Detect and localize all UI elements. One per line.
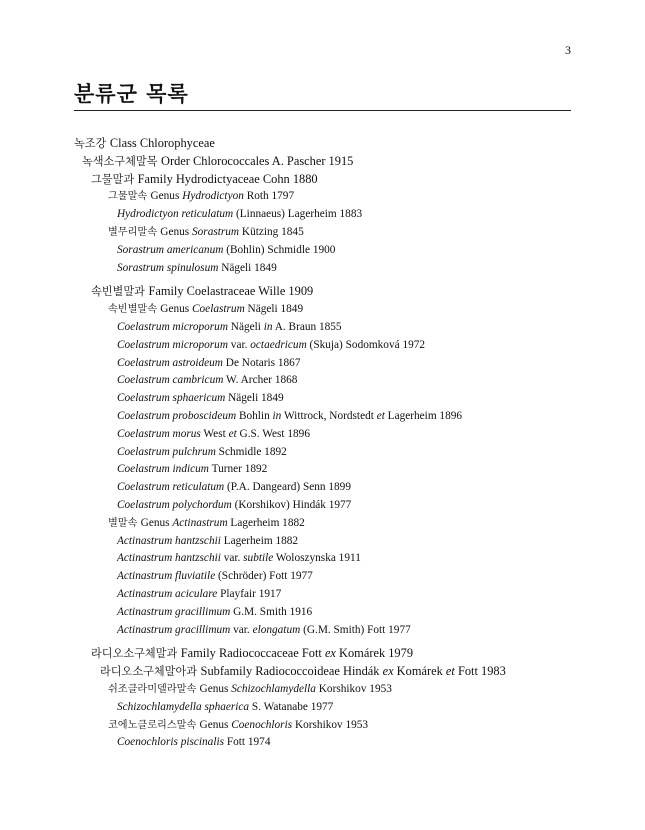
taxon-entry-species [0,622,645,640]
taxon-entry-genus [0,188,645,206]
taxon-entry-species [0,533,645,551]
taxon-entry-family [0,645,645,663]
text-segment: var. [227,338,251,351]
text-segment: Komárek 1979 [335,646,414,661]
taxon-entry-species [0,734,645,752]
text-segment: Nägeli 1849 [218,261,277,274]
text-segment: (P.A. Dangeard) Senn 1899 [224,481,351,494]
taxon-entry-species [0,699,645,717]
text-segment: Class Chlorophyceae [109,136,215,150]
taxon-entry-subfam [0,663,645,681]
text-segment: De Notaris 1867 [222,356,301,369]
taxon-entry-species [0,461,645,479]
italic-text: Coelastrum microporum [117,320,228,333]
text-segment: Family Hydrodictyaceae Cohn 1880 [137,171,318,186]
italic-text: Coelastrum microporum [117,338,228,351]
italic-text: Schizochlamydella sphaerica [117,700,250,713]
italic-text: Coelastrum pulchrum [117,445,216,458]
italic-text: Coelastrum morus [117,427,201,440]
taxon-entry-species [0,319,645,337]
text-segment: Genus [199,682,232,695]
page-title: 분류군 목록 [74,78,571,111]
taxon-entry-species [0,444,645,462]
text-segment: Lagerheim 1896 [384,409,463,422]
text-segment: Roth 1797 [243,190,295,203]
text-segment: Nägeli [227,320,264,333]
italic-text: Actinastrum gracillimum [117,605,231,618]
korean-name: 녹조강 [74,137,110,150]
italic-text: Coelastrum indicum [117,463,209,476]
text-segment: Turner 1892 [208,463,268,476]
taxon-entry-class [0,135,645,153]
taxon-entry-species [0,372,645,390]
text-segment: G.M. Smith 1916 [230,605,313,618]
text-segment: West [200,427,229,440]
taxon-entry-species [0,242,645,260]
taxon-entry-species [0,426,645,444]
text-segment: Order Chlorococcales A. Pascher 1915 [161,153,354,168]
text-segment: var. [220,552,244,565]
taxon-entry-family [0,171,645,189]
italic-text: et [445,664,455,679]
text-segment: A. Braun 1855 [272,320,342,333]
taxon-entry-species [0,568,645,586]
taxon-entry-genus [0,301,645,319]
taxon-entry-species [0,260,645,278]
text-segment: Genus [160,303,192,316]
italic-text: Actinastrum gracillimum [117,623,231,636]
italic-text: Sorastrum americanum [117,243,224,256]
text-segment: Family Radiococcaceae Fott [180,646,325,661]
taxon-entry-species [0,479,645,497]
text-segment: (Korshikov) Hindák 1977 [231,498,352,511]
page-number: 3 [565,43,571,57]
taxon-entry-species [0,355,645,373]
text-segment: Subfamily Radiococcoideae Hindák [200,664,383,679]
text-segment: W. Archer 1868 [223,374,298,387]
italic-text: subtile [243,552,274,565]
italic-text: Hydrodictyon reticulatum [117,208,234,221]
italic-text: Actinastrum hantzschii [117,552,221,565]
text-segment: Schmidle 1892 [215,445,287,458]
italic-text: Hydrodictyon [182,190,244,203]
taxon-entry-order [0,153,645,171]
text-segment: Nägeli 1849 [244,303,304,316]
text-segment: Korshikov 1953 [315,682,392,695]
text-segment: Genus [199,718,232,731]
text-segment: S. Watanabe 1977 [249,700,334,713]
text-segment: Nägeli 1849 [225,392,284,405]
italic-text: Coelastrum astroideum [117,356,223,369]
taxon-entry-genus [0,681,645,699]
text-segment: Genus [140,516,173,529]
text-segment: Komárek [393,664,446,679]
italic-text: Coelastrum polychordum [117,498,232,511]
text-segment: (G.M. Smith) Fott 1977 [300,623,411,636]
text-segment: Woloszynska 1911 [273,552,361,565]
korean-name: 그물말속 [108,191,151,203]
italic-text: et [228,427,237,440]
korean-name: 속빈별말과 [91,285,149,299]
taxon-list [0,135,645,752]
taxon-entry-species [0,408,645,426]
korean-name: 쉬조클라미델라말속 [108,683,200,695]
italic-text: Coelastrum cambricum [117,374,224,387]
text-segment: Fott 1983 [454,664,506,679]
text-segment: Lagerheim 1882 [227,516,305,529]
taxon-entry-family [0,283,645,301]
taxon-entry-genus [0,224,645,242]
text-segment: Family Coelastraceae Wille 1909 [148,284,314,299]
taxon-entry-genus [0,515,645,533]
korean-name: 그물말과 [91,172,138,186]
text-segment: var. [230,623,253,636]
text-segment: Bohlin [236,409,273,422]
text-segment: Kützing 1845 [239,225,304,238]
text-segment: (Linnaeus) Lagerheim 1883 [233,208,363,221]
italic-text: Coelastrum proboscideum [117,409,237,422]
taxon-entry-species [0,497,645,515]
korean-name: 별말속 [108,517,141,529]
italic-text: Actinastrum [172,516,228,529]
italic-text: Coelastrum [192,303,245,316]
taxon-entry-genus [0,717,645,735]
korean-name: 별무리말속 [108,226,161,238]
taxon-entry-species [0,337,645,355]
taxon-entry-species [0,206,645,224]
text-segment: (Schröder) Fott 1977 [215,570,313,583]
text-segment: (Bohlin) Schmidle 1900 [223,243,336,256]
text-segment: Wittrock, Nordstedt [281,409,377,422]
text-segment: Genus [160,225,192,238]
italic-text: in [263,320,273,333]
text-segment: Genus [150,190,183,203]
italic-text: Actinastrum aciculare [117,587,218,600]
text-segment: Fott 1974 [224,736,271,749]
taxon-entry-species [0,390,645,408]
korean-name: 녹색소구체말목 [82,154,161,168]
italic-text: in [272,409,282,422]
italic-text: ex [324,646,336,661]
italic-text: Actinastrum fluviatile [117,570,216,583]
text-segment: Korshikov 1953 [292,718,369,731]
italic-text: elongatum [252,623,301,636]
text-segment: Playfair 1917 [217,587,282,600]
text-segment: Lagerheim 1882 [220,534,299,547]
italic-text: Actinastrum hantzschii [117,534,221,547]
korean-name: 코에노클로리스말속 [108,719,200,731]
italic-text: Coelastrum sphaericum [117,392,226,405]
taxon-entry-species [0,604,645,622]
korean-name: 라디오소구체말아과 [100,665,201,679]
italic-text: Coenochloris piscinalis [117,736,225,749]
text-segment: G.S. West 1896 [236,427,310,440]
italic-text: et [376,409,385,422]
italic-text: Coenochloris [231,718,293,731]
italic-text: Schizochlamydella [231,682,316,695]
italic-text: Sorastrum [192,225,240,238]
taxon-entry-species [0,550,645,568]
korean-name: 라디오소구체말과 [91,647,181,661]
italic-text: ex [382,664,394,679]
italic-text: Sorastrum spinulosum [117,261,219,274]
text-segment: (Skuja) Sodomková 1972 [306,338,426,351]
italic-text: Coelastrum reticulatum [117,481,225,494]
korean-name: 속빈별말속 [108,304,161,316]
taxon-entry-species [0,586,645,604]
italic-text: octaedricum [250,338,307,351]
